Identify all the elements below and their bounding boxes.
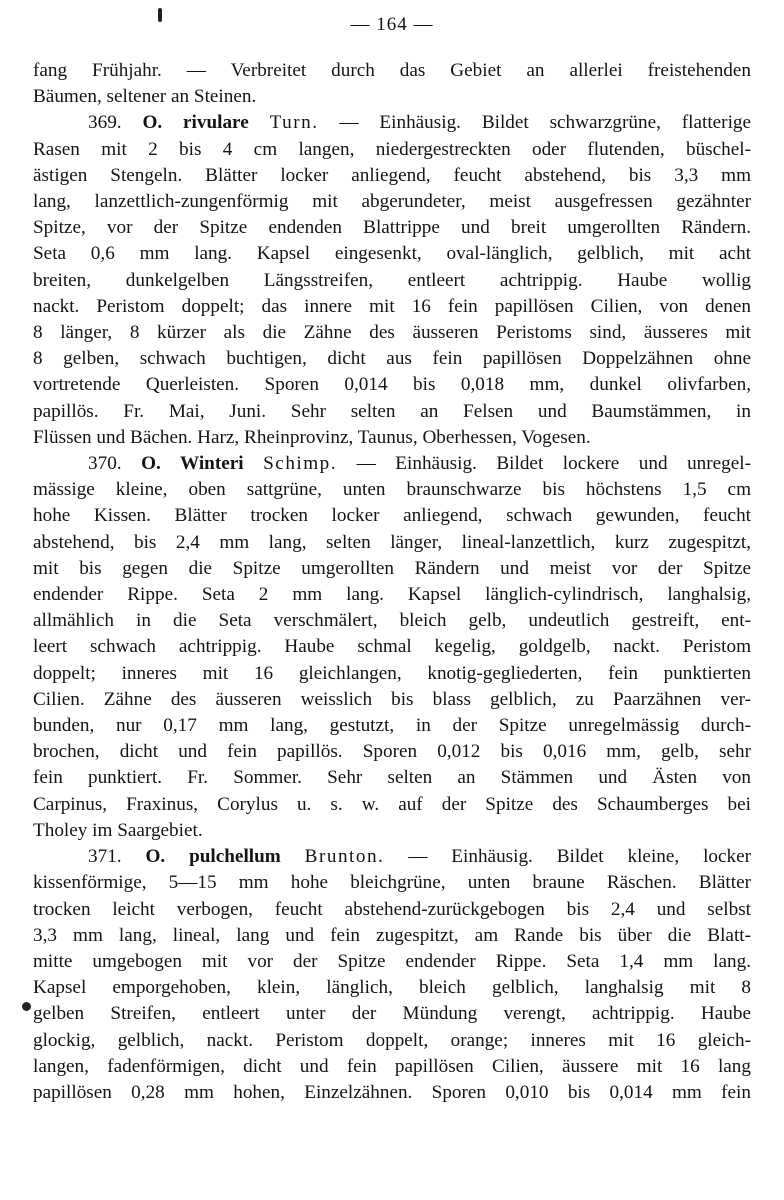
species-name: O. rivulare <box>142 112 249 134</box>
text-line: Tholey im Saargebiet. <box>33 819 203 841</box>
species-heading-line <box>33 110 751 136</box>
text-line: Spitze, vor der Spitze endenden Blattrippe und breit umgerollten Rändern. <box>33 217 751 239</box>
text-line: 8 gelben, schwach buchtigen, dicht aus fein papillösen Doppelzähnen ohne <box>33 348 751 370</box>
text-line: nackt. Peristom doppelt; das innere mit 16 fein papillösen Cilien, von denen <box>33 295 751 317</box>
text-line: vortretende Querleisten. Sporen 0,014 bis 0,018 mm, dunkel olivfarben, <box>33 374 751 396</box>
text-line: Rasen mit 2 bis 4 cm langen, niedergestreckten oder flutenden, büschel- <box>33 138 751 160</box>
text-line: lang, lanzettlich-zungenförmig mit abgerundeter, meist ausgefressen gezähnter <box>33 191 751 213</box>
text-line: allmählich in die Seta verschmälert, bleich gelb, undeutlich gestreift, ent- <box>33 610 751 632</box>
body-text <box>33 58 751 1106</box>
text-line: ästigen Stengeln. Blätter locker anliegend, feucht abstehend, bis 3,3 mm <box>33 164 751 186</box>
page-number: — 164 — <box>350 14 434 35</box>
text-line: papillös. Fr. Mai, Juni. Sehr selten an Felsen und Baumstämmen, in <box>33 400 751 422</box>
species-number: 370. <box>88 453 122 475</box>
species-heading-line <box>33 844 751 870</box>
text-line: Cilien. Zähne des äusseren weisslich bis blass gelblich, zu Paarzähnen ver- <box>33 688 751 710</box>
text-line: bunden, nur 0,17 mm lang, gestutzt, in der Spitze unregelmässig durch- <box>33 715 751 737</box>
text-line: Kapsel emporgehoben, klein, länglich, bleich gelblich, langhalsig mit 8 <box>33 977 751 999</box>
text-line: Seta 0,6 mm lang. Kapsel eingesenkt, oval-länglich, gelblich, mit acht <box>33 243 751 265</box>
text-line: mit bis gegen die Spitze umgerollten Rändern und meist vor der Spitze <box>33 557 751 579</box>
text-line: langen, fadenförmigen, dicht und fein papillösen Cilien, äussere mit 16 lang <box>33 1055 751 1077</box>
text-line: Carpinus, Fraxinus, Corylus u. s. w. auf der Spitze des Schaumberges bei <box>33 793 751 815</box>
text-line: glockig, gelblich, nackt. Peristom doppelt, orange; inneres mit 16 gleich- <box>33 1029 751 1051</box>
text-line: 8 länger, 8 kürzer als die Zähne des äusseren Peristoms sind, äusseres mit <box>33 322 751 344</box>
text-line: Bäumen, seltener an Steinen. <box>33 86 257 108</box>
text-line: fang Frühjahr. — Verbreitet durch das Gebiet an allerlei freistehenden <box>33 60 751 81</box>
species-author: Turn. <box>269 112 319 134</box>
text-line: Flüssen und Bächen. Harz, Rheinprovinz, Taunus, Oberhessen, Vogesen. <box>33 426 591 448</box>
text-line: breiten, dunkelgelben Längsstreifen, entleert achtrippig. Haube wollig <box>33 269 751 291</box>
text-line: doppelt; inneres mit 16 gleichlangen, knotig-gegliederten, fein punktierten <box>33 662 751 684</box>
species-description: — Einhäusig. Bildet schwarzgrüne, flatterige <box>318 112 752 134</box>
species-name: O. pulchellum <box>145 846 281 868</box>
species-number: 369. <box>88 112 122 134</box>
text-line: papillösen 0,28 mm hohen, Einzelzähnen. Sporen 0,010 bis 0,014 mm fein <box>33 1081 751 1103</box>
species-number: 371. <box>88 846 122 868</box>
species-name: O. Winteri <box>141 453 244 475</box>
text-line: mässige kleine, oben sattgrüne, unten braunschwarze bis höchstens 1,5 cm <box>33 479 751 501</box>
species-heading-line <box>33 451 751 477</box>
text-line: mitte umgebogen mit vor der Spitze endender Rippe. Seta 1,4 mm lang. <box>33 950 751 972</box>
text-line: trocken leicht verbogen, feucht abstehend-zurückgebogen bis 2,4 und selbst <box>33 898 751 920</box>
text-line: fein punktiert. Fr. Sommer. Sehr selten an Stämmen und Ästen von <box>33 767 751 789</box>
species-description: — Einhäusig. Bildet lockere und unregel- <box>337 453 752 475</box>
species-author: Brunton. <box>304 846 385 868</box>
species-description: — Einhäusig. Bildet kleine, locker <box>384 846 752 868</box>
ink-speck <box>22 1002 31 1011</box>
text-line: kissenförmige, 5—15 mm hohe bleichgrüne, unten braune Räschen. Blätter <box>33 872 751 894</box>
species-author: Schimp. <box>263 453 338 475</box>
text-line: 3,3 mm lang, lineal, lang und fein zugespitzt, am Rande bis über die Blatt- <box>33 924 751 946</box>
text-line: gelben Streifen, entleert unter der Mündung verengt, achtrippig. Haube <box>33 1003 751 1025</box>
text-line: brochen, dicht und fein papillös. Sporen 0,012 bis 0,016 mm, gelb, sehr <box>33 741 751 763</box>
text-line: hohe Kissen. Blätter trocken locker anliegend, schwach gewunden, feucht <box>33 505 751 527</box>
text-line: endender Rippe. Seta 2 mm lang. Kapsel länglich-cylindrisch, langhalsig, <box>33 584 751 606</box>
text-line: leert schwach achtrippig. Haube schmal kegelig, goldgelb, nackt. Peristom <box>33 636 751 658</box>
text-line: abstehend, bis 2,4 mm lang, selten länger, lineal-lanzettlich, kurz zugespitzt, <box>33 531 751 553</box>
